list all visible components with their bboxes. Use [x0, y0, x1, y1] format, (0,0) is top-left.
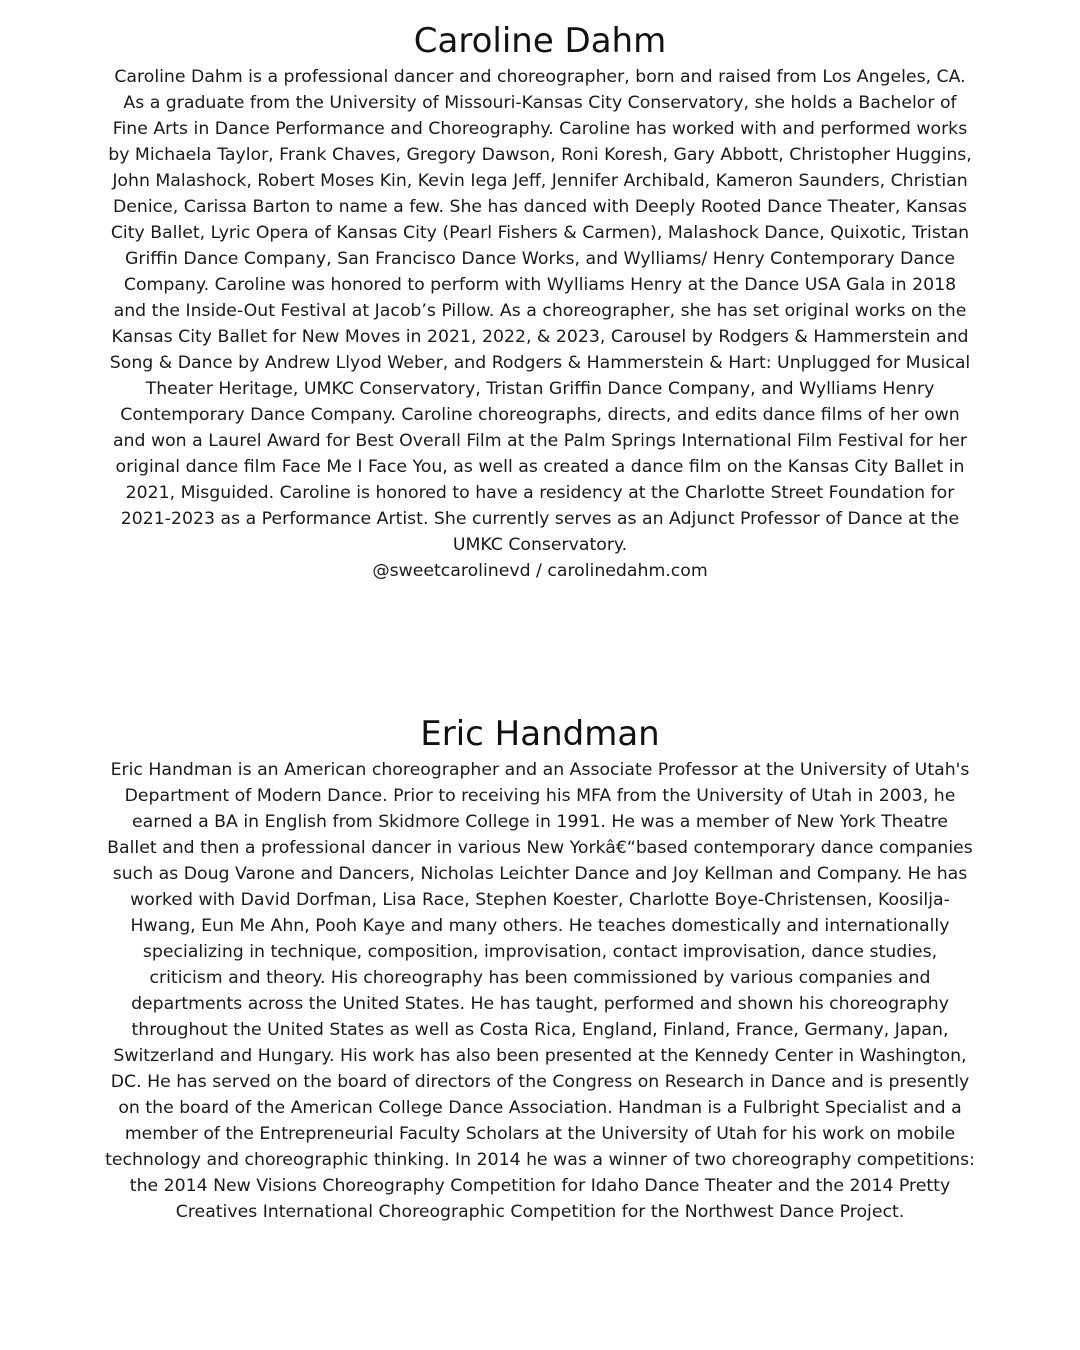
bio-name: Eric Handman	[420, 714, 660, 754]
bio-name: Caroline Dahm	[413, 21, 667, 61]
bio-text: Caroline Dahm is a professional dancer and choreographer, born and raised from Los Angeles, CA. As a graduate from the University of Missouri-Kansas City Conservatory, she holds a Bachelor of Fine Arts in Dance Performance and Choreography. Caroline has worked with and performed works by Michaela Taylor, Frank Chaves, Gregory Dawson, Roni Koresh, Gary Abbott, Christopher Huggins, John Malashock, Robert Moses Kin, Kevin Iega Jeff, Jennifer Archibald, Kameron Saunders, Christian Denice, Carissa Barton to name a few. She has danced with Deeply Rooted Dance Theater, Kansas City Ballet, Lyric Opera of Kansas City (Pearl Fishers & Carmen), Malashock Dance, Quixotic, Tristan Griffin Dance Company, San Francisco Dance Works, and Wylliams/ Henry Contemporary Dance Company. Caroline was honored to perform with Wylliams Henry at the Dance USA Gala in 2018 and the Inside-Out Festival at Jacob’s Pillow. As a choreographer, she has set original works on the Kansas City Ballet for New Moves in 2021, 2022, & 2023, Carousel by Rodgers & Hammerstein and Song & Dance by Andrew Llyod Weber, and Rodgers & Hammerstein & Hart: Unplugged for Musical Theater Heritage, UMKC Conservatory, Tristan Griffin Dance Company, and Wylliams Henry Contemporary Dance Company. Caroline choreographs, directs, and edits dance films of her own and won a Laurel Award for Best Overall Film at the Palm Springs International Film Festival for her original dance film Face Me I Face You, as well as created a dance film on the Kansas City Ballet in 2021, Misguided. Caroline is honored to have a residency at the Charlotte Street Foundation for 2021-2023 as a Performance Artist. She currently serves as an Adjunct Professor of Dance at the UMKC Conservatory.	[108, 67, 972, 555]
bio-contact: @sweetcarolinevd / carolinedahm.com	[372, 561, 708, 581]
bio-caroline-dahm	[105, 18, 975, 584]
bio-text: Eric Handman is an American choreographer and an Associate Professor at the University of Utah's Department of Modern Dance. Prior to receiving his MFA from the University of Utah in 2003, he earned a BA in English from Skidmore College in 1991. He was a member of New York Theatre Ballet and then a professional dancer in various New Yorkâ€“based contemporary dance companies such as Doug Varone and Dancers, Nicholas Leichter Dance and Joy Kellman and Company. He has worked with David Dorfman, Lisa Race, Stephen Koester, Charlotte Boye-Christensen, Koosilja-Hwang, Eun Me Ahn, Pooh Kaye and many others. He teaches domestically and internationally specializing in technique, composition, improvisation, contact improvisation, dance studies, criticism and theory. His choreography has been commissioned by various companies and departments across the United States. He has taught, performed and shown his choreography throughout the United States as well as Costa Rica, England, Finland, France, Germany, Japan, Switzerland and Hungary. His work has also been presented at the Kennedy Center in Washington, DC. He has served on the board of directors of the Congress on Research in Dance and is presently on the board of the American College Dance Association. Handman is a Fulbright Specialist and a member of the Entrepreneurial Faculty Scholars at the University of Utah for his work on mobile technology and choreographic thinking. In 2014 he was a winner of two choreography competitions: the 2014 New Visions Choreography Competition for Idaho Dance Theater and the 2014 Pretty Creatives International Choreographic Competition for the Northwest Dance Project.	[105, 760, 975, 1222]
bio-eric-handman	[105, 711, 975, 1225]
